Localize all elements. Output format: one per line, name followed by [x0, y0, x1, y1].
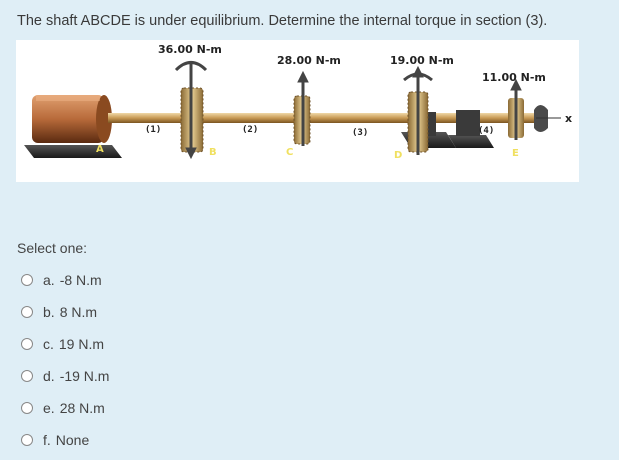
torque-label-c: 28.00 N-m: [277, 54, 341, 67]
radio-button[interactable]: [21, 434, 33, 446]
section-label-3: (3): [352, 128, 369, 138]
option-c[interactable]: [21, 328, 109, 360]
question-text: The shaft ABCDE is under equilibrium. Determine the internal torque in section (3).: [17, 13, 548, 29]
shaft-diagram: [16, 40, 579, 182]
option-a[interactable]: [21, 264, 109, 296]
option-letter: d.: [43, 368, 55, 384]
option-text: -8 N.m: [59, 272, 102, 288]
option-f[interactable]: [21, 424, 109, 456]
option-b[interactable]: [21, 296, 109, 328]
point-label-e: E: [512, 148, 519, 159]
option-letter: c.: [43, 336, 54, 352]
radio-button[interactable]: [21, 338, 33, 350]
option-text: -19 N.m: [59, 368, 110, 384]
option-d[interactable]: [21, 360, 109, 392]
motor: [32, 95, 112, 143]
section-label-4: (4): [478, 126, 495, 136]
option-letter: a.: [43, 272, 55, 288]
option-text: 8 N.m: [59, 304, 98, 320]
point-label-c: C: [286, 147, 294, 158]
torque-label-e: 11.00 N-m: [482, 71, 546, 84]
motor-base: [24, 145, 122, 158]
option-letter: f.: [43, 432, 51, 448]
shaft-figure: [16, 40, 579, 182]
radio-button[interactable]: [21, 306, 33, 318]
option-text: None: [55, 432, 90, 448]
select-one-label: Select one:: [17, 240, 88, 256]
point-label-a: A: [96, 144, 104, 155]
option-text: 28 N.m: [59, 400, 105, 416]
torque-label-b: 36.00 N-m: [158, 43, 222, 56]
radio-button[interactable]: [21, 274, 33, 286]
radio-button[interactable]: [21, 402, 33, 414]
point-label-b: B: [209, 147, 217, 158]
section-label-2: (2): [242, 125, 259, 135]
point-label-d: D: [394, 150, 403, 161]
option-e[interactable]: [21, 392, 109, 424]
section-label-1: (1): [145, 125, 162, 135]
axis-label-x: x: [565, 112, 573, 125]
option-letter: b.: [43, 304, 55, 320]
option-text: 19 N.m: [58, 336, 105, 352]
option-letter: e.: [43, 400, 55, 416]
answer-options: [21, 264, 109, 456]
torque-label-d: 19.00 N-m: [390, 54, 454, 67]
radio-button[interactable]: [21, 370, 33, 382]
